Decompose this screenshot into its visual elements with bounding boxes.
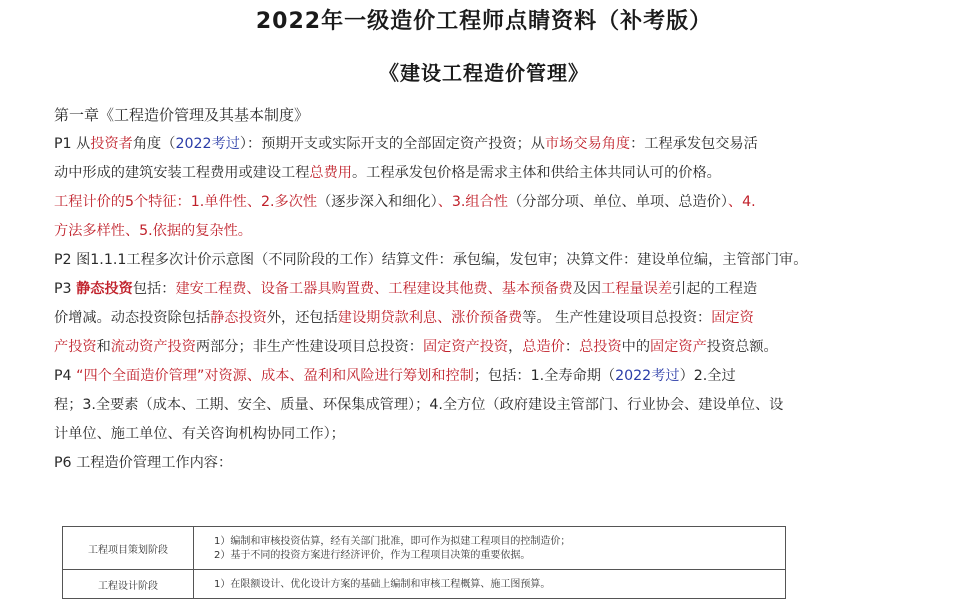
text-segment: 。工程承发包价格是需求主体和供给主体共同认可的价格。 [351,165,721,181]
text-segment: ， [508,339,523,355]
text-segment: 静态投资 [76,281,133,297]
text-line [54,246,920,275]
table-row-body [194,527,785,569]
text-segment: 建安工程费、设备工器具购置费、工程建设其他费、基本预备费 [175,281,573,297]
text-segment: 、4. [727,194,756,210]
text-segment: P1 从 [54,136,91,152]
text-line [54,449,920,478]
text-segment: 计单位、施工单位、有关咨询机构协同工作）； [54,426,345,442]
text-segment: 和 [96,339,111,355]
text-line [54,391,920,420]
paragraph-lines [54,130,920,478]
text-segment: （逐步深入和细化） [317,194,438,210]
text-line [54,217,920,246]
text-segment: 动中形成的建筑安装工程费用或建设工程 [54,165,310,181]
text-segment: 2022考过 [615,368,680,384]
text-segment: P6 工程造价管理工作内容： [54,455,233,471]
text-segment: （分部分项、单位、单项、总造价） [508,194,728,210]
table-row [63,570,785,599]
text-segment: 中的 [621,339,651,355]
document-subtitle: 《建设工程造价管理》 [379,61,589,85]
text-line [54,188,920,217]
document-body [54,101,920,478]
text-segment: 产投资 [54,339,97,355]
text-segment: 建设期贷款利息、涨价预备费 [337,310,523,326]
text-segment: 、3.组合性 [437,194,508,210]
text-line [54,130,920,159]
text-segment: ：工程承发包交易活 [630,136,758,152]
text-segment: P4 [54,368,77,384]
text-segment: 等。 生产性建设项目总投资： [522,310,712,326]
text-line [54,333,920,362]
text-segment: 引起的工程造 [672,281,758,297]
table-row-body [194,570,785,598]
work-content-table [62,526,786,599]
table-row-header: 工程设计阶段 [63,570,194,598]
text-segment: 2022考过 [175,136,240,152]
table-item: 1）编制和审核投资估算，经有关部门批准，即可作为拟建工程项目的控制造价； [214,536,571,547]
text-segment: 投资总额。 [706,339,778,355]
text-segment: P3 [54,281,77,297]
table-item: 1）在限额设计、优化设计方案的基础上编制和审核工程概算、施工图预算。 [214,579,551,590]
text-line [54,420,920,449]
chapter-heading: 第一章《工程造价管理及其基本制度》 [54,106,310,124]
text-segment: 工程量误差 [601,281,673,297]
text-segment: 投资者 [90,136,133,152]
text-segment: “四个全面造价管理”对资源、成本、盈利和风险进行筹划和控制 [76,368,474,384]
text-segment: 外，还包括 [266,310,338,326]
text-segment: ）2.全过 [679,368,736,384]
text-segment: 市场交易角度 [544,136,631,152]
text-segment: 工程计价的5个特征：1.单件性、2.多次性 [54,194,318,210]
text-segment: ： [564,339,580,355]
table-row [63,527,785,570]
text-segment: 方法多样性、5.依据的复杂性。 [54,223,252,239]
text-segment: 总投资 [579,339,622,355]
text-line [54,304,920,333]
text-segment: 固定资产投资 [422,339,509,355]
text-segment: 固定资 [711,310,754,326]
text-line [54,159,920,188]
text-segment: 包括： [132,281,176,297]
text-segment: 角度（ [132,136,176,152]
text-line [54,275,920,304]
text-segment: 及因 [572,281,602,297]
table-row-header: 工程项目策划阶段 [63,527,194,569]
text-line [54,362,920,391]
text-segment: 总造价 [522,339,565,355]
text-segment: ）：预期开支或实际开支的全部固定资产投资；从 [239,136,545,152]
text-segment: 静态投资 [210,310,267,326]
table-item: 2）基于不同的投资方案进行经济评价，作为工程项目决策的重要依据。 [214,550,531,561]
text-segment: 流动资产投资 [110,339,196,355]
text-segment: 固定资产 [650,339,707,355]
text-segment: 两部分；非生产性建设项目总投资： [195,339,423,355]
text-segment: 程；3.全要素（成本、工期、安全、质量、环保集成管理）；4.全方位（政府建设主管部门、行业协会、建设单位、设 [54,397,784,413]
text-segment: P2 图1.1.1工程多次计价示意图（不同阶段的工作）结算文件：承包编，发包审；决算文件：建设单位编，主管部门审。 [54,252,808,268]
text-segment: 总费用 [309,165,352,181]
text-segment: ；包括：1.全寿命期（ [473,368,616,384]
document-title: 2022年一级造价工程师点睛资料（补考版） [255,9,713,34]
text-segment: 价增减。动态投资除包括 [54,310,211,326]
